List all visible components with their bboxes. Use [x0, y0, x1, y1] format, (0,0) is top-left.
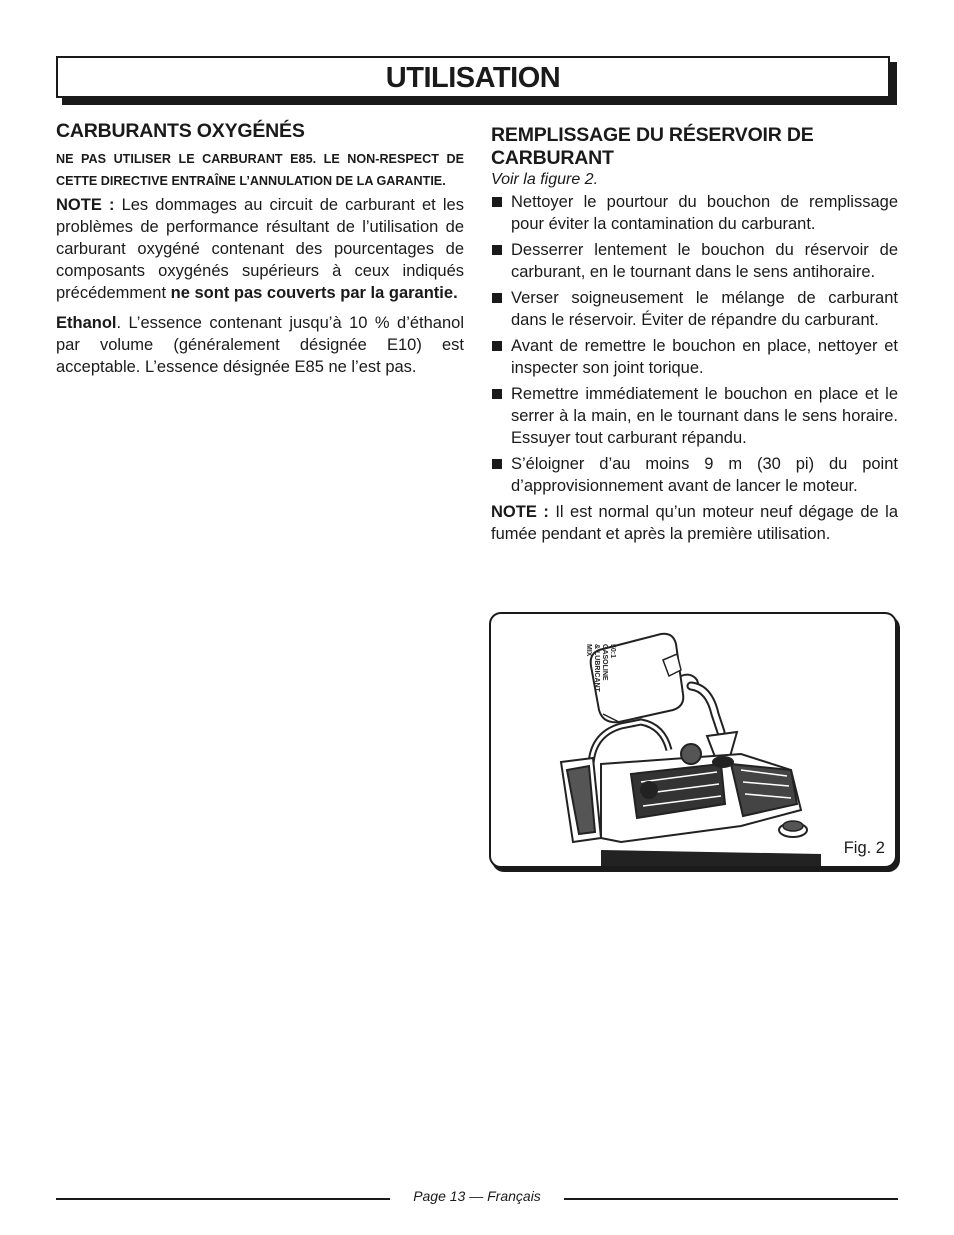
- bullet-square-icon: [492, 293, 502, 303]
- svg-text:50:1: 50:1: [609, 644, 616, 659]
- right-column: [491, 120, 898, 545]
- bullet-square-icon: [492, 459, 502, 469]
- title-banner: [56, 56, 890, 98]
- list-item: Desserrer lentement le bouchon du réservoir de carburant, en le tournant dans le sens antihoraire.: [491, 239, 898, 283]
- list-item: S’éloigner d’au moins 9 m (30 pi) du point d’approvisionnement avant de lancer le moteur.: [491, 453, 898, 497]
- chainsaw-icon: [561, 722, 801, 842]
- instruction-list: [491, 191, 898, 497]
- list-item: Avant de remettre le bouchon en place, nettoyer et inspecter son joint torique.: [491, 335, 898, 379]
- section-heading-oxygenated-fuels: CARBURANTS OXYGÉNÉS: [56, 120, 305, 142]
- list-item: Nettoyer le pourtour du bouchon de remplissage pour éviter la contamination du carburant.: [491, 191, 898, 235]
- bullet-square-icon: [492, 245, 502, 255]
- warning-text: NE PAS UTILISER LE CARBURANT E85. LE NON-RESPECT DE CETTE DIRECTIVE ENTRAÎNE L’ANNULATION DE LA GARANTIE.: [56, 152, 464, 188]
- see-figure-reference: Voir la figure 2.: [491, 171, 599, 188]
- section-heading-tank-filling: REMPLISSAGE DU RÉSERVOIR DE CARBURANT: [491, 124, 814, 169]
- note-paragraph: [56, 194, 464, 304]
- list-item: Verser soigneusement le mélange de carburant dans le réservoir. Éviter de répandre du carburant.: [491, 287, 898, 331]
- chainsaw-refuel-illustration: [491, 614, 895, 866]
- right-note-paragraph: [491, 501, 898, 545]
- bullet-square-icon: [492, 389, 502, 399]
- list-item: Remettre immédiatement le bouchon en place et le serrer à la main, en le tournant dans le sens horaire. Essuyer tout carburant répandu.: [491, 383, 898, 449]
- svg-text:MIX: MIX: [585, 644, 592, 657]
- ethanol-label: Ethanol: [56, 314, 117, 332]
- bullet-square-icon: [492, 197, 502, 207]
- page-title: UTILISATION: [385, 62, 561, 94]
- note-text: Les dommages au circuit de carburant et les problèmes de performance résultant de l’utilisation de carburant oxygéné contenant des pourcentages de composants oxygénés supérieurs à ceux indiqués précédemment: [56, 196, 464, 302]
- ethanol-text: . L’essence contenant jusqu’à 10 % d’éthanol par volume (généralement désignée E10) est acceptable. L’essence désignée E85 ne l’est pas.: [56, 314, 464, 376]
- note-emphasis: ne sont pas couverts par la garantie.: [170, 284, 458, 302]
- left-column: [56, 120, 464, 378]
- svg-text:& LUBRICANT: & LUBRICANT: [593, 644, 600, 692]
- figure-caption: Fig. 2: [843, 839, 885, 857]
- fuel-cap-icon: [779, 821, 807, 837]
- svg-text:GASOLINE: GASOLINE: [601, 644, 608, 681]
- note-label: NOTE :: [56, 196, 115, 214]
- chainsaw-bar: [601, 850, 821, 866]
- figure-2: [489, 612, 897, 868]
- ethanol-paragraph: [56, 312, 464, 378]
- note-text: Il est normal qu’un moteur neuf dégage de la fumée pendant et après la première utilisation.: [491, 503, 899, 543]
- page-footer: Page 13 — Français: [413, 1188, 541, 1204]
- bullet-square-icon: [492, 341, 502, 351]
- note-label: NOTE :: [491, 503, 549, 521]
